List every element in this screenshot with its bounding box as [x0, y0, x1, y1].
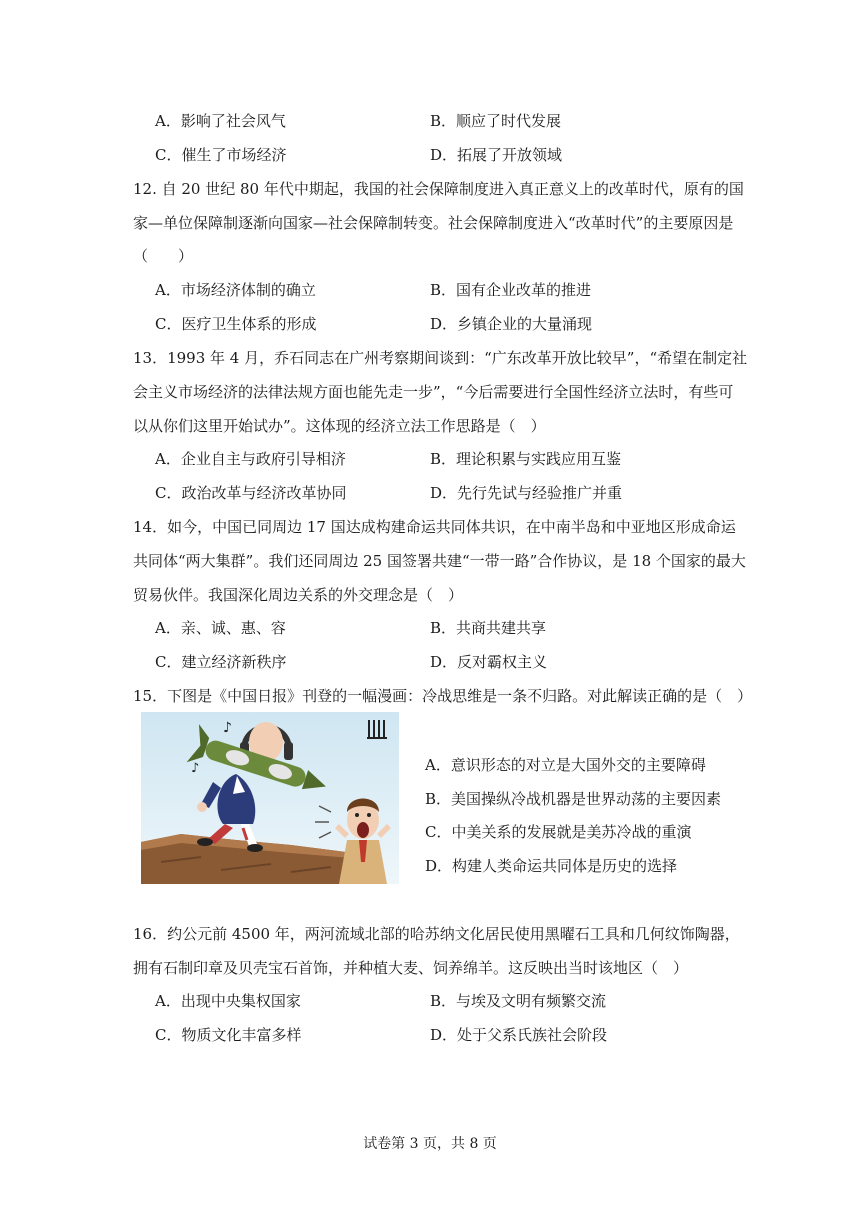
q11-option-a: A．影响了社会风气: [155, 112, 286, 130]
q15-option-b: B．美国操纵冷战机器是世界动荡的主要因素: [425, 790, 722, 808]
q16-option-c: C．物质文化丰富多样: [155, 1026, 302, 1044]
q15-option-a: A．意识形态的对立是大国外交的主要障碍: [425, 756, 706, 774]
q16-stem-line-2: 拥有石制印章及贝壳宝石首饰，并种植大麦、饲养绵羊。这反映出当时该地区（ ）: [133, 959, 689, 977]
q12-option-d: D．乡镇企业的大量涌现: [430, 315, 593, 333]
q14-option-b: B．共商共建共享: [430, 619, 547, 637]
q15-stem-line-1: 15．下图是《中国日报》刊登的一幅漫画：冷战思维是一条不归路。对此解读正确的是（ ）: [133, 687, 753, 705]
q14-stem-line-3: 贸易伙伴。我国深化周边关系的外交理念是（ ）: [133, 586, 464, 604]
q12-stem-line-3: （ ）: [133, 247, 194, 265]
q14-option-a: A．亲、诚、惠、容: [155, 619, 286, 637]
q13-option-a: A．企业自主与政府引导相济: [155, 450, 346, 468]
q13-stem-line-3: 以从你们这里开始试办”。这体现的经济立法工作思路是（ ）: [133, 417, 546, 435]
q12-option-a: A．市场经济体制的确立: [155, 281, 316, 299]
cartoon-image: [141, 712, 399, 884]
cold-war-cartoon-illustration: [141, 712, 399, 884]
q14-option-d: D．反对霸权主义: [430, 653, 548, 671]
q12-stem-line-2: 家—单位保障制逐渐向国家—社会保障制转变。社会保障制度进入“改革时代”的主要原因是: [133, 214, 734, 232]
q14-stem-line-1: 14．如今，中国已同周边 17 国达成构建命运共同体共识，在中南半岛和中亚地区形成命运: [133, 518, 736, 536]
q13-option-b: B．理论积累与实践应用互鉴: [430, 450, 622, 468]
svg-text:♪: ♪: [191, 761, 200, 776]
q13-option-d: D．先行先试与经验推广并重: [430, 484, 623, 502]
q16-option-b: B．与埃及文明有频繁交流: [430, 992, 607, 1010]
q14-stem-line-2: 共同体“两大集群”。我们还同周边 25 国签署共建“一带一路”合作协议，是 18 个国家的最大: [133, 552, 746, 570]
q16-option-a: A．出现中央集权国家: [155, 992, 301, 1010]
q12-option-b: B．国有企业改革的推进: [430, 281, 592, 299]
q16-stem-line-1: 16．约公元前 4500 年，两河流域北部的哈苏纳文化居民使用黑曜石工具和几何纹饰陶器，: [133, 925, 740, 943]
q11-option-d: D．拓展了开放领域: [430, 146, 563, 164]
q11-option-b: B．顺应了时代发展: [430, 112, 562, 130]
q16-option-d: D．处于父系氏族社会阶段: [430, 1026, 608, 1044]
page-footer: 试卷第 3 页，共 8 页: [363, 1136, 497, 1152]
q11-option-c: C．催生了市场经济: [155, 146, 287, 164]
q13-stem-line-1: 13．1993 年 4 月，乔石同志在广州考察期间谈到：“广东改革开放比较早”，“希望在制定社: [133, 349, 748, 367]
q12-option-c: C．医疗卫生体系的形成: [155, 315, 317, 333]
q15-option-d: D．构建人类命运共同体是历史的选择: [425, 857, 678, 875]
q13-stem-line-2: 会主义市场经济的法律法规方面也能先走一步”，“今后需要进行全国性经济立法时，有些可: [133, 383, 734, 401]
q12-stem-line-1: 12. 自 20 世纪 80 年代中期起，我国的社会保障制度进入真正意义上的改革时代，原有的国: [133, 180, 744, 198]
q13-option-c: C．政治改革与经济改革协同: [155, 484, 347, 502]
svg-text:♪: ♪: [223, 720, 232, 736]
q15-option-c: C．中美关系的发展就是美苏冷战的重演: [425, 823, 692, 841]
q14-option-c: C．建立经济新秩序: [155, 653, 287, 671]
